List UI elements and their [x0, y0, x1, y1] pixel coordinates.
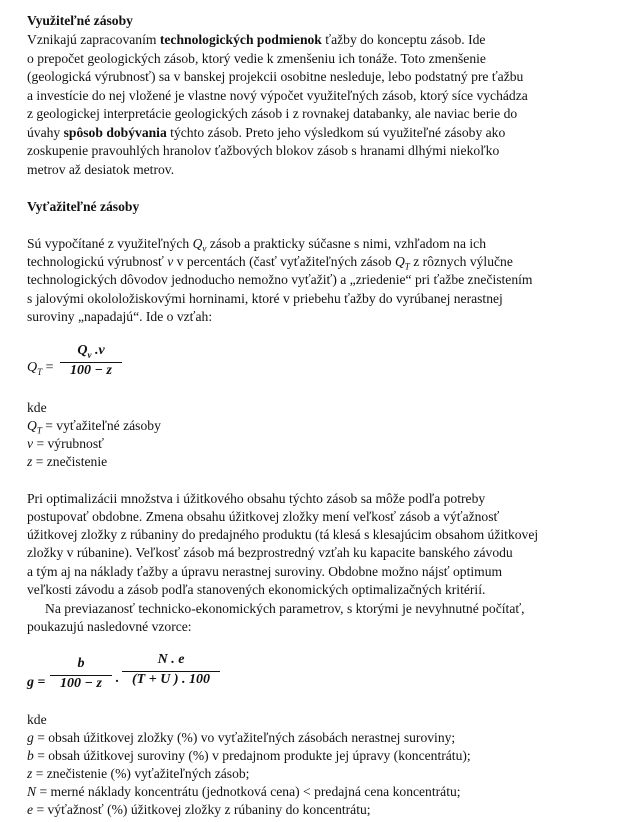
symbol: e	[27, 802, 34, 817]
symbol: v	[27, 436, 34, 451]
paragraph-line: a tým aj na náklady ťažby a úpravu nerastnej suroviny. Obdobne možno nájsť optimum	[27, 564, 503, 579]
symbol: 100 − z	[70, 363, 112, 378]
bold-term: technologických podmienok	[159, 32, 322, 47]
legend-item	[27, 729, 455, 747]
legend-item	[27, 453, 107, 471]
symbol: b	[27, 748, 34, 763]
formula-lhs	[27, 360, 54, 377]
paragraph-line: s jalovými okololožiskovými horninami, ktoré v priebehu ťažby do vyrúbanej nerastnej	[27, 291, 503, 306]
symbol: N	[27, 784, 37, 799]
text: z rôznych výlučne	[409, 254, 513, 269]
formula-lhs	[27, 675, 45, 691]
symbol: 100 − z	[60, 676, 102, 691]
legend-item	[27, 435, 104, 453]
paragraph-line: veľkosti závodu a zásob podľa stanovených ekonomických optimalizačných kritérií.	[27, 582, 486, 597]
equals-sign: =	[34, 675, 46, 690]
paragraph-line	[27, 31, 485, 49]
paragraph-line: metrov až desiatok metrov.	[27, 162, 175, 177]
legend-item	[27, 765, 249, 783]
text: zásob a prakticky súčasne s nimi, vzhľadom na ich	[206, 236, 487, 251]
text: = vyťažiteľné zásoby	[41, 418, 161, 433]
symbol: Q	[27, 360, 38, 375]
paragraph-line: úžitkovej zložky z rúbaniny do predajného produktu (tá klesá s klesajúcim obsahom úžitkovej	[27, 527, 539, 542]
paragraph-line: z geologickej interpretácie geologických zásob i z rovnakej databanky, ale naviac berie do	[27, 106, 518, 121]
formula-denominator	[122, 672, 220, 688]
symbol-sub: T	[36, 425, 42, 436]
text: = znečistenie	[32, 454, 108, 469]
heading-vytazitelne-zasoby: Vyťažiteľné zásoby	[27, 199, 140, 214]
text: v percentách (časť vyťažiteľných zásob	[173, 254, 395, 269]
paragraph-line: a investície do nej vložené je vlastne nový výpočet využiteľných zásob, ktorý síce vychádza	[27, 88, 528, 103]
text: = znečistenie (%) vyťažiteľných zásob;	[32, 766, 250, 781]
kde-label: kde	[27, 400, 47, 415]
text: = obsah úžitkovej suroviny (%) v predajnom produkte jej úpravy (koncentrátu);	[33, 748, 471, 763]
symbol-sub: v	[87, 349, 92, 360]
paragraph-line: Na previazanosť technicko-ekonomických parametrov, s ktorými je nevyhnutné počítať,	[45, 601, 525, 616]
text: = výrubnosť	[33, 436, 104, 451]
paragraph-line: o prepočet geologických zásob, ktorý vedie k zmenšeniu ich tonáže. Toto zmenšenie	[27, 51, 486, 66]
formula-denominator	[50, 676, 112, 692]
text: týchto zásob. Preto jeho výsledkom sú využiteľné zásoby ako	[166, 125, 506, 140]
text: Sú vypočítané z využiteľných	[27, 236, 193, 251]
symbol: Q	[192, 236, 203, 251]
equals-sign: =	[42, 360, 54, 375]
symbol: Q	[394, 254, 405, 269]
text: technologickú výrubnosť	[27, 254, 168, 269]
legend-item	[27, 783, 461, 801]
symbol-sub: T	[404, 261, 410, 272]
symbol: N . e	[157, 652, 185, 667]
symbol: v	[167, 254, 174, 269]
multiply-dot: .	[115, 671, 119, 686]
symbol: Q	[27, 418, 37, 433]
symbol: b	[77, 656, 85, 671]
formula-numerator	[62, 343, 120, 360]
symbol-sub: T	[37, 366, 43, 377]
symbol: .v	[91, 343, 105, 358]
paragraph-line: postupovať obdobne. Zmena obsahu úžitkovej zložky mení veľkosť zásob a výťažnosť	[27, 509, 500, 524]
symbol: g	[27, 675, 34, 690]
formula-numerator	[122, 652, 220, 668]
text: = merné náklady koncentrátu (jednotková cena) < predajná cena koncentrátu;	[36, 784, 461, 799]
paragraph-line: (geologická výrubnosť) sa v banskej projekcii osobitne nesleduje, lebo podstatný pre ťažbu	[27, 69, 524, 84]
symbol: g	[27, 730, 34, 745]
bold-term: spôsob dobývania	[63, 125, 167, 140]
text: ťažby do konceptu zásob. Ide	[321, 32, 486, 47]
kde-label: kde	[27, 712, 47, 727]
legend-item	[27, 747, 471, 765]
symbol: z	[27, 454, 33, 469]
paragraph-line: poukazujú nasledovné vzorce:	[27, 619, 192, 634]
formula-numerator	[50, 656, 112, 672]
paragraph-line: suroviny „napadajú“. Ide o vzťah:	[27, 309, 213, 324]
heading-vyuzitelne-zasoby: Využiteľné zásoby	[27, 13, 133, 28]
symbol: (T + U ) . 100	[132, 672, 210, 687]
paragraph-line	[27, 124, 505, 142]
formula-denominator	[60, 363, 122, 379]
symbol: z	[27, 766, 33, 781]
paragraph-line: zoskupenie pravouhlých hranolov ťažbových blokov zásob s hranami dlhými niekoľko	[27, 143, 500, 158]
paragraph-line: Pri optimalizácii množstva i úžitkového obsahu týchto zásob sa môže podľa potreby	[27, 491, 486, 506]
symbol: Q	[77, 343, 88, 358]
paragraph-line: zložky v rúbanine). Veľkosť zásob má bezprostredný vzťah ku kapacite banského závodu	[27, 545, 513, 560]
text: úvahy	[27, 125, 64, 140]
symbol-sub: v	[202, 243, 207, 254]
text: = obsah úžitkovej zložky (%) vo vyťažiteľných zásobách nerastnej suroviny;	[33, 730, 456, 745]
text: Vznikajú zapracovaním	[27, 32, 160, 47]
paragraph-line: technologických dôvodov jednoducho nemožno vyťažiť) a „zriedenie“ pri ťažbe znečistením	[27, 272, 533, 287]
text: = výťažnosť (%) úžitkovej zložky z rúbaniny do koncentrátu;	[33, 802, 371, 817]
legend-item	[27, 801, 371, 819]
